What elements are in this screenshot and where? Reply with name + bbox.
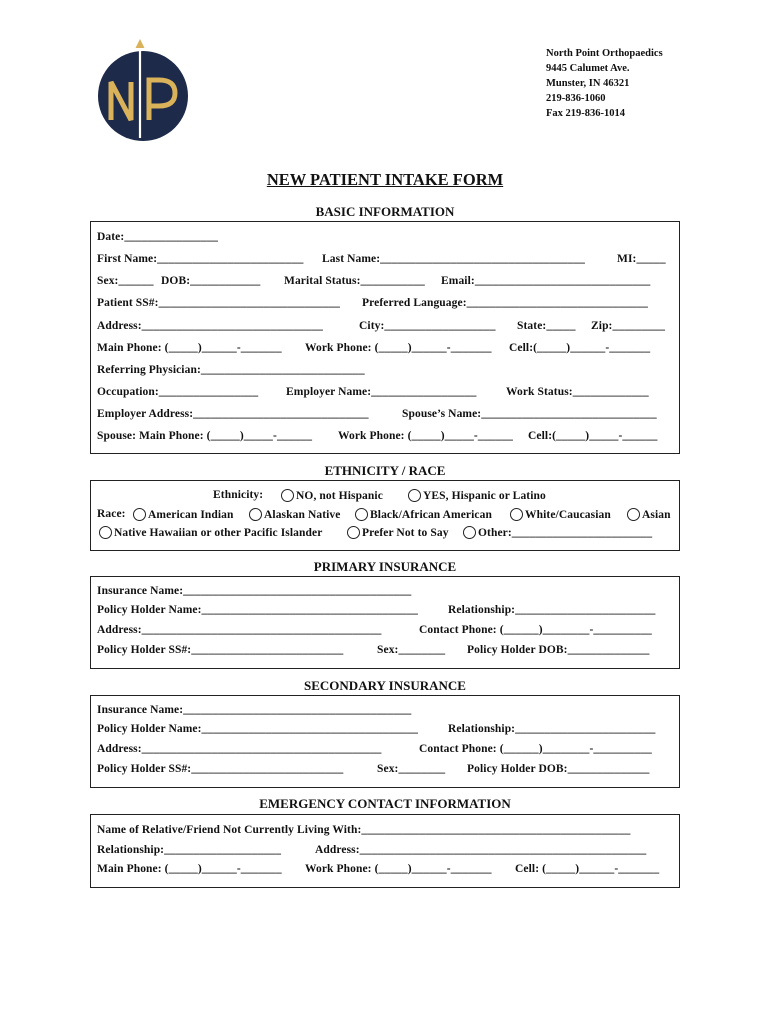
form-title: NEW PATIENT INTAKE FORM bbox=[266, 170, 504, 189]
spouse-name-field[interactable]: Spouse’s Name:______________________________ bbox=[402, 408, 657, 420]
secondary-holder-name-field[interactable]: Policy Holder Name:_____________________________________ bbox=[97, 723, 418, 735]
race-prefer-not-label: Prefer Not to Say bbox=[362, 527, 449, 539]
primary-insurance-name-field[interactable]: Insurance Name:_______________________________________ bbox=[97, 585, 412, 597]
secondary-insurance-title: SECONDARY INSURANCE bbox=[304, 678, 466, 693]
emergency-contact-title: EMERGENCY CONTACT INFORMATION bbox=[259, 796, 511, 811]
patient-ssn-field[interactable]: Patient SS#:_______________________________ bbox=[97, 297, 340, 309]
race-hawaiian-option[interactable] bbox=[99, 526, 322, 539]
emergency-cell-field[interactable]: Cell: (_____)______-_______ bbox=[515, 863, 660, 875]
radio-circle-icon[interactable] bbox=[355, 508, 368, 521]
first-name-field[interactable]: First Name:_________________________ bbox=[97, 253, 304, 265]
radio-circle-icon[interactable] bbox=[510, 508, 523, 521]
race-asian-label: Asian bbox=[642, 509, 671, 521]
clinic-street: 9445 Calumet Ave. bbox=[546, 63, 630, 74]
primary-insurance-title: PRIMARY INSURANCE bbox=[313, 559, 457, 574]
race-other-option[interactable] bbox=[463, 526, 652, 539]
employer-name-field[interactable]: Employer Name:__________________ bbox=[286, 386, 477, 398]
state-field[interactable]: State:_____ bbox=[517, 320, 576, 332]
radio-circle-icon[interactable] bbox=[408, 489, 421, 502]
email-field[interactable]: Email:______________________________ bbox=[441, 275, 651, 287]
race-other-field[interactable]: Other:________________________ bbox=[478, 527, 653, 539]
address-field[interactable]: Address:_______________________________ bbox=[97, 320, 324, 332]
race-american-indian-option[interactable] bbox=[133, 508, 234, 521]
race-white-option[interactable] bbox=[510, 508, 611, 521]
work-phone-field[interactable]: Work Phone: (_____)______-_______ bbox=[305, 342, 492, 354]
spouse-work-phone-field[interactable]: Work Phone: (_____)_____-______ bbox=[338, 430, 513, 442]
radio-circle-icon[interactable] bbox=[347, 526, 360, 539]
clinic-fax: Fax 219-836-1014 bbox=[546, 108, 626, 119]
basic-info-box bbox=[90, 221, 680, 454]
radio-circle-icon[interactable] bbox=[627, 508, 640, 521]
work-status-field[interactable]: Work Status:_____________ bbox=[506, 386, 649, 398]
main-phone-field[interactable]: Main Phone: (_____)______-_______ bbox=[97, 342, 282, 354]
city-field[interactable]: City:___________________ bbox=[359, 320, 496, 332]
race-alaskan-option[interactable] bbox=[249, 508, 340, 521]
last-name-field[interactable]: Last Name:___________________________________ bbox=[322, 253, 585, 265]
race-black-label: Black/African American bbox=[370, 509, 492, 521]
radio-circle-icon[interactable] bbox=[281, 489, 294, 502]
preferred-language-field[interactable]: Preferred Language:_______________________________ bbox=[362, 297, 648, 309]
clinic-phone: 219-836-1060 bbox=[546, 93, 606, 104]
race-prefer-not-option[interactable] bbox=[347, 526, 449, 539]
np-logo bbox=[95, 38, 191, 144]
clinic-city: Munster, IN 46321 bbox=[546, 78, 630, 89]
primary-holder-ss-field[interactable]: Policy Holder SS#:__________________________ bbox=[97, 644, 344, 656]
cell-phone-field[interactable]: Cell:(_____)______-_______ bbox=[509, 342, 651, 354]
spouse-cell-field[interactable]: Cell:(_____)_____-______ bbox=[528, 430, 658, 442]
primary-holder-name-field[interactable]: Policy Holder Name:_____________________________________ bbox=[97, 604, 418, 616]
ethnicity-race-title: ETHNICITY / RACE bbox=[324, 463, 446, 478]
race-label: Race: bbox=[97, 508, 126, 520]
marital-status-field[interactable]: Marital Status:___________ bbox=[284, 275, 425, 287]
emergency-main-phone-field[interactable]: Main Phone: (_____)______-_______ bbox=[97, 863, 282, 875]
race-hawaiian-label: Native Hawaiian or other Pacific Islander bbox=[114, 527, 323, 539]
secondary-sex-field[interactable]: Sex:________ bbox=[377, 763, 446, 775]
radio-circle-icon[interactable] bbox=[99, 526, 112, 539]
secondary-insurance-box bbox=[90, 695, 680, 788]
employer-address-field[interactable]: Employer Address:______________________________ bbox=[97, 408, 369, 420]
clinic-name: North Point Orthopaedics bbox=[546, 48, 663, 59]
clinic-info bbox=[546, 46, 663, 121]
radio-circle-icon[interactable] bbox=[463, 526, 476, 539]
race-alaskan-label: Alaskan Native bbox=[264, 509, 341, 521]
referring-physician-field[interactable]: Referring Physician:____________________________ bbox=[97, 364, 365, 376]
emergency-address-field[interactable]: Address:_________________________________________________ bbox=[315, 844, 647, 856]
spouse-main-phone-field[interactable]: Spouse: Main Phone: (_____)_____-______ bbox=[97, 430, 313, 442]
secondary-address-field[interactable]: Address:_________________________________________ bbox=[97, 743, 382, 755]
ethnicity-yes-label: YES, Hispanic or Latino bbox=[423, 490, 546, 502]
logo-arrow-icon bbox=[136, 39, 145, 48]
secondary-insurance-name-field[interactable]: Insurance Name:_______________________________________ bbox=[97, 704, 412, 716]
secondary-contact-phone-field[interactable]: Contact Phone: (______)________-__________ bbox=[419, 743, 652, 755]
emergency-contact-box bbox=[90, 814, 680, 888]
ethnicity-label: Ethnicity: bbox=[213, 489, 264, 501]
primary-relationship-field[interactable]: Relationship:________________________ bbox=[448, 604, 656, 616]
primary-holder-dob-field[interactable]: Policy Holder DOB:______________ bbox=[467, 644, 650, 656]
secondary-holder-ss-field[interactable]: Policy Holder SS#:__________________________ bbox=[97, 763, 344, 775]
dob-field[interactable]: DOB:____________ bbox=[161, 275, 261, 287]
primary-sex-field[interactable]: Sex:________ bbox=[377, 644, 446, 656]
radio-circle-icon[interactable] bbox=[133, 508, 146, 521]
primary-insurance-box bbox=[90, 576, 680, 669]
basic-info-title: BASIC INFORMATION bbox=[315, 204, 455, 219]
ethnicity-no-label: NO, not Hispanic bbox=[296, 490, 383, 502]
ethnicity-no-option[interactable] bbox=[281, 489, 383, 502]
emergency-work-phone-field[interactable]: Work Phone: (_____)______-_______ bbox=[305, 863, 492, 875]
radio-circle-icon[interactable] bbox=[249, 508, 262, 521]
occupation-field[interactable]: Occupation:_________________ bbox=[97, 386, 259, 398]
race-american-indian-label: American Indian bbox=[148, 509, 234, 521]
secondary-relationship-field[interactable]: Relationship:________________________ bbox=[448, 723, 656, 735]
race-black-option[interactable] bbox=[355, 508, 492, 521]
primary-contact-phone-field[interactable]: Contact Phone: (______)________-__________ bbox=[419, 624, 652, 636]
zip-field[interactable]: Zip:_________ bbox=[591, 320, 666, 332]
ethnicity-race-box bbox=[90, 480, 680, 551]
emergency-relationship-field[interactable]: Relationship:____________________ bbox=[97, 844, 282, 856]
date-field[interactable]: Date:________________ bbox=[97, 231, 218, 243]
primary-address-field[interactable]: Address:_________________________________________ bbox=[97, 624, 382, 636]
ethnicity-yes-option[interactable] bbox=[408, 489, 546, 502]
secondary-holder-dob-field[interactable]: Policy Holder DOB:______________ bbox=[467, 763, 650, 775]
sex-field[interactable]: Sex:______ bbox=[97, 275, 154, 287]
race-white-label: White/Caucasian bbox=[525, 509, 611, 521]
relative-name-field[interactable]: Name of Relative/Friend Not Currently Living With:______________________________________________ bbox=[97, 824, 631, 836]
race-asian-option[interactable] bbox=[627, 508, 671, 521]
mi-field[interactable]: MI:_____ bbox=[617, 253, 666, 265]
